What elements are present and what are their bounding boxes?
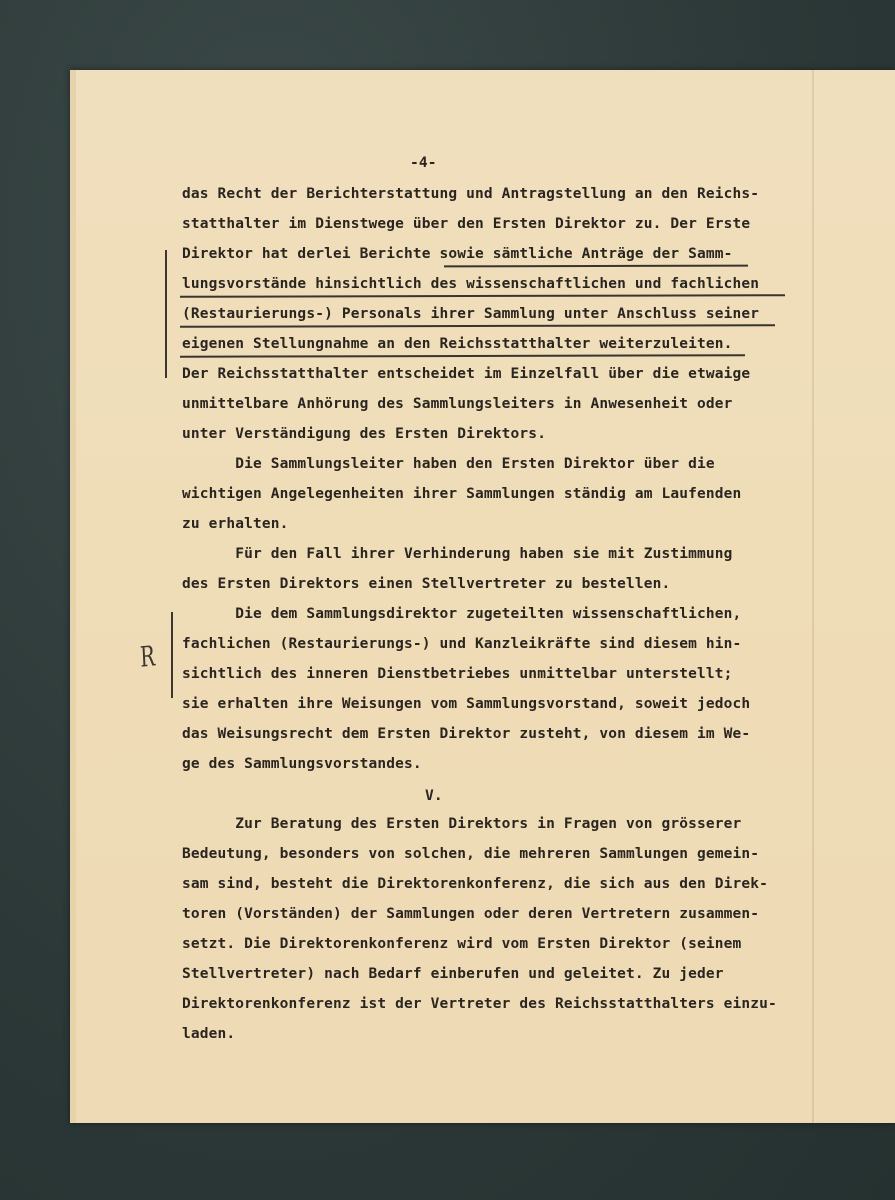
margin-bracket-line [165,250,167,378]
text-line: das Recht der Berichterstattung und Antragstellung an den Reichs- [182,186,760,202]
page-edge [70,70,76,1123]
text-line: ge des Sammlungsvorstandes. [182,756,422,772]
page-fold [812,70,814,1123]
text-line: zu erhalten. [182,516,289,532]
text-line: sam sind, besteht die Direktorenkonferenz, die sich aus den Direk- [182,876,769,892]
text-line: Der Reichsstatthalter entscheidet im Einzelfall über die etwaige [182,366,751,382]
margin-bracket-line [171,612,173,698]
margin-annotation: R [139,639,156,674]
text-line: des Ersten Direktors einen Stellvertreter zu bestellen. [182,576,671,592]
text-line: unter Verständigung des Ersten Direktors. [182,426,547,442]
text-line: sie erhalten ihre Weisungen vom Sammlungsvorstand, soweit jedoch [182,696,751,712]
text-line: Direktorenkonferenz ist der Vertreter des Reichsstatthalters einzu- [182,996,777,1012]
section-heading: V. [425,788,443,804]
text-line: wichtigen Angelegenheiten ihrer Sammlungen ständig am Laufenden [182,486,742,502]
text-line: das Weisungsrecht dem Ersten Direktor zusteht, von diesem im We- [182,726,751,742]
text-line: Die Sammlungsleiter haben den Ersten Direktor über die [182,456,715,472]
text-line: Stellvertreter) nach Bedarf einberufen und geleitet. Zu jeder [182,966,724,982]
text-line: toren (Vorständen) der Sammlungen oder deren Vertretern zusammen- [182,906,760,922]
text-line: sichtlich des inneren Dienstbetriebes unmittelbar unterstellt; [182,666,733,682]
text-line: eigenen Stellungnahme an den Reichsstatthalter weiterzuleiten. [182,336,733,352]
text-line: statthalter im Dienstwege über den Ersten Direktor zu. Der Erste [182,216,751,232]
text-line: Für den Fall ihrer Verhinderung haben sie mit Zustimmung [182,546,733,562]
page-number: -4- [410,155,437,171]
text-line: laden. [182,1026,236,1042]
text-line: Bedeutung, besonders von solchen, die mehreren Sammlungen gemein- [182,846,760,862]
text-line: lungsvorstände hinsichtlich des wissenschaftlichen und fachlichen [182,276,760,292]
text-line: (Restaurierungs-) Personals ihrer Sammlung unter Anschluss seiner [182,306,760,322]
text-line: Direktor hat derlei Berichte sowie sämtliche Anträge der Samm- [182,246,733,262]
text-line: setzt. Die Direktorenkonferenz wird vom Ersten Direktor (seinem [182,936,742,952]
text-line: Zur Beratung des Ersten Direktors in Fragen von grösserer [182,816,742,832]
text-line: unmittelbare Anhörung des Sammlungsleiters in Anwesenheit oder [182,396,733,412]
text-line: fachlichen (Restaurierungs-) und Kanzleikräfte sind diesem hin- [182,636,742,652]
text-line: Die dem Sammlungsdirektor zugeteilten wissenschaftlichen, [182,606,742,622]
